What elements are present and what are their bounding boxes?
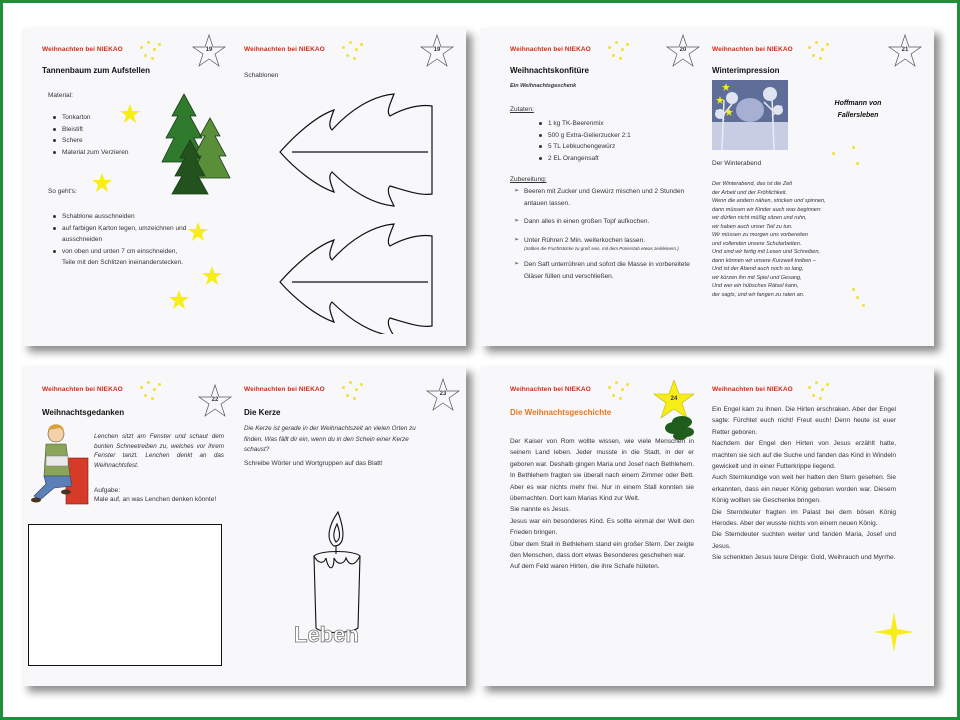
page-title: Die Weihnachtsgeschichte (510, 408, 612, 417)
list-item: Material zum Verzieren (62, 147, 128, 159)
drawing-box[interactable] (28, 524, 222, 666)
poem-title: Der Winterabend (712, 160, 762, 167)
template-label: Schablonen (244, 72, 279, 79)
candle-word: Leben (294, 622, 359, 647)
page-number-star: 23 (426, 378, 460, 412)
star-dots-decoration (806, 40, 832, 62)
list-item: Schere (62, 135, 128, 147)
list-item: 1 kg TK-Beerenmix (548, 118, 631, 130)
list-item: ➢ Unter Rühren 2 Min. weiterkochen lassen. (Sollten die Fruchtstücke zu groß sein, mit dem Pürierstab etwas zerkleinern.) (524, 235, 700, 253)
page-title: Die Kerze (244, 408, 281, 417)
list-item: ➢ Beeren mit Zucker und Gewürz mischen und 2 Stunden antauen lassen. (524, 186, 700, 209)
list-item: 5 TL Lebkuchengewürz (548, 141, 631, 153)
header-label: Weihnachten bei NIEKAO (244, 386, 325, 393)
spread-konfituere (480, 28, 934, 346)
star-dots-decoration (850, 286, 876, 308)
task-text: Male auf, an was Lenchen denken könnte! (94, 496, 217, 503)
header-label: Weihnachten bei NIEKAO (712, 46, 793, 53)
star-icon (188, 222, 208, 242)
page-number-star: 19 (192, 34, 226, 68)
winter-landscape-image (712, 80, 788, 150)
task-label: Aufgabe: (94, 487, 121, 494)
ingredients-list (538, 118, 631, 164)
page-title: Tannenbaum zum Aufstellen (42, 66, 151, 75)
list-item: 2 EL Orangensaft (548, 153, 631, 165)
steps-list (52, 211, 192, 269)
list-item: 500 g Extra-Gelierzucker 2:1 (548, 130, 631, 142)
subtitle: Ein Weihnachtsgeschenk (510, 83, 577, 89)
candle-task: Schreibe Wörter und Wortgruppen auf das Blatt! (244, 460, 383, 467)
poem-text: Der Winterabend, das ist die Zeit der Arbeit und der Fröhlichkeit. Wenn die andern nähen, stricken und spinnen, dann müssen wir Kinder auch was beginnen: wir dürfen nicht müßig sitzen und ruhn, wir haben auch unser Teil zu tun. Wir müssen zu morgen uns vorbereiten und vollenden unsere Schularbeiten. Und sind wir fertig mit Lesen und Schreiben, dann können wir unsere Kurzweil treiben – Und ist der Abend auch noch so lang, wir kürzen ihn mit Spiel und Gesang, Und wer ein hübsches Rätsel kann, der sagts, und wir fangen zu raten an. (712, 181, 826, 298)
list-item: ➢ Den Saft unterrühren und sofort die Masse in vorbereitete Gläser füllen und verschließen. (524, 259, 700, 282)
header-label: Weihnachten bei NIEKAO (42, 386, 123, 393)
story-text: Lenchen sitzt am Fenster und schaut dem bunten Schneetreiben zu, welches vor ihrem Fenster tanzt. Lenchen denkt an das Weihnachtsfest. (94, 433, 224, 469)
star-dots-decoration (138, 380, 164, 402)
list-item: von oben und unten 7 cm einschneiden, Teile mit den Schlitzen ineinanderstecken. (62, 246, 192, 269)
spread-weihnachtsgeschichte (480, 366, 934, 686)
story-text: Ein Engel kam zu ihnen. Die Hirten erschraken. Aber der Engel sagte: Fürchtet euch nicht! Freut euch! Denn heute ist euer Retter geboren. Nachdem der Engel den Hirten von Jesus erzählt hatte, machten sie sich auf die Suche und fanden das Kind in Windeln gewickelt und in einer Futterkrippe liegend. Auch Sternkundige von weit her hatten den Stern gesehen. Sie erkannten, dass ein neuer König geboren worden war. Diesem König wollten sie Geschenke bringen. Die Sterndeuter fragten im Palast bei dem bösen König Herodes. Aber der wusste nichts von einem neuen König. Die Sterndeuter suchten weiter und fanden Maria, Josef und Jesus. Sie schenkten Jesus teure Dinge: Gold, Weihrauch und Myrrhe. (712, 406, 896, 562)
spread-weihnachtsgedanken (22, 366, 466, 686)
list-item: Bleistift (62, 124, 128, 136)
spread-tannenbaum (22, 28, 466, 346)
prep-list (514, 186, 700, 289)
list-item: auf farbigen Karton legen, umzeichnen und ausschneiden (62, 223, 192, 246)
tree-template-outline (272, 86, 438, 334)
star-dots-decoration (806, 380, 832, 402)
star-dots-decoration (340, 40, 366, 62)
christmas-trees-icon (160, 90, 232, 198)
list-item: Tonkarton (62, 112, 128, 124)
header-label: Weihnachten bei NIEKAO (510, 46, 591, 53)
candle-intro: Die Kerze ist gerade in der Weihnachtszeit an vielen Orten zu finden. Was fällt dir ein, wenn du in den Schein einer Kerze schaust? (244, 425, 416, 453)
prep-label: Zubereitung: (510, 176, 547, 183)
page-title: Winterimpression (712, 66, 780, 75)
ingredients-label: Zutaten: (510, 106, 534, 113)
header-label: Weihnachten bei NIEKAO (510, 386, 591, 393)
list-item: ➢ Dann alles in einen großen Topf aufkochen. (524, 216, 700, 228)
page-number-star-filled: 24 (652, 380, 702, 440)
star-icon (92, 173, 112, 193)
page-title: Weihnachtskonfitüre (510, 66, 589, 75)
star-dots-decoration (138, 40, 164, 62)
star-dots-decoration (828, 144, 854, 166)
story-text: Der Kaiser von Rom wollte wissen, wie viele Menschen in seinem Land leben. Jeder musste in die Stadt, in der er geboren war. Deshalb gingen Maria und Josef nach Bethlehem. In Bethlehem fragten sie überall nach einem Zimmer oder Bett. Aber es war nichts mehr frei. Nur in einem Stall konnten sie übernachten. Dort kam Marias Kind zur Welt. Sie nannte es Jesus. Jesus war ein besonderes Kind. Es sollte einmal der Welt den Frieden bringen. Über dem Stall in Bethlehem stand ein großer Stern. Der zeigte den Menschen, dass dort etwas Besonderes geschehen war. Auf dem Feld waren Hirten, die ihre Schafe hüteten. (510, 438, 694, 571)
star-dots-decoration (606, 40, 632, 62)
prep-note: (Sollten die Fruchtstücke zu groß sein, mit dem Pürierstab etwas zerkleinern.) (524, 246, 679, 251)
steps-label: So geht's: (48, 188, 77, 195)
materials-list (52, 112, 128, 158)
list-item: Schablone ausschneiden (62, 211, 192, 223)
header-label: Weihnachten bei NIEKAO (712, 386, 793, 393)
sparkle-star-icon (874, 612, 914, 652)
material-label: Material: (48, 92, 73, 99)
header-label: Weihnachten bei NIEKAO (244, 46, 325, 53)
page-title: Weihnachtsgedanken (42, 408, 125, 417)
star-icon (202, 266, 222, 286)
girl-at-window-illustration (30, 422, 90, 506)
star-dots-decoration (606, 380, 632, 402)
header-label: Weihnachten bei NIEKAO (42, 46, 123, 53)
author-name: Hoffmann von Fallersleben (834, 100, 882, 119)
page-number-star: 22 (198, 384, 232, 418)
star-icon (120, 104, 140, 124)
page-number-star: 21 (888, 34, 922, 68)
star-icon (169, 290, 189, 310)
page-number-star: 19 (420, 34, 454, 68)
star-dots-decoration (340, 380, 366, 402)
page-number-star: 20 (666, 34, 700, 68)
